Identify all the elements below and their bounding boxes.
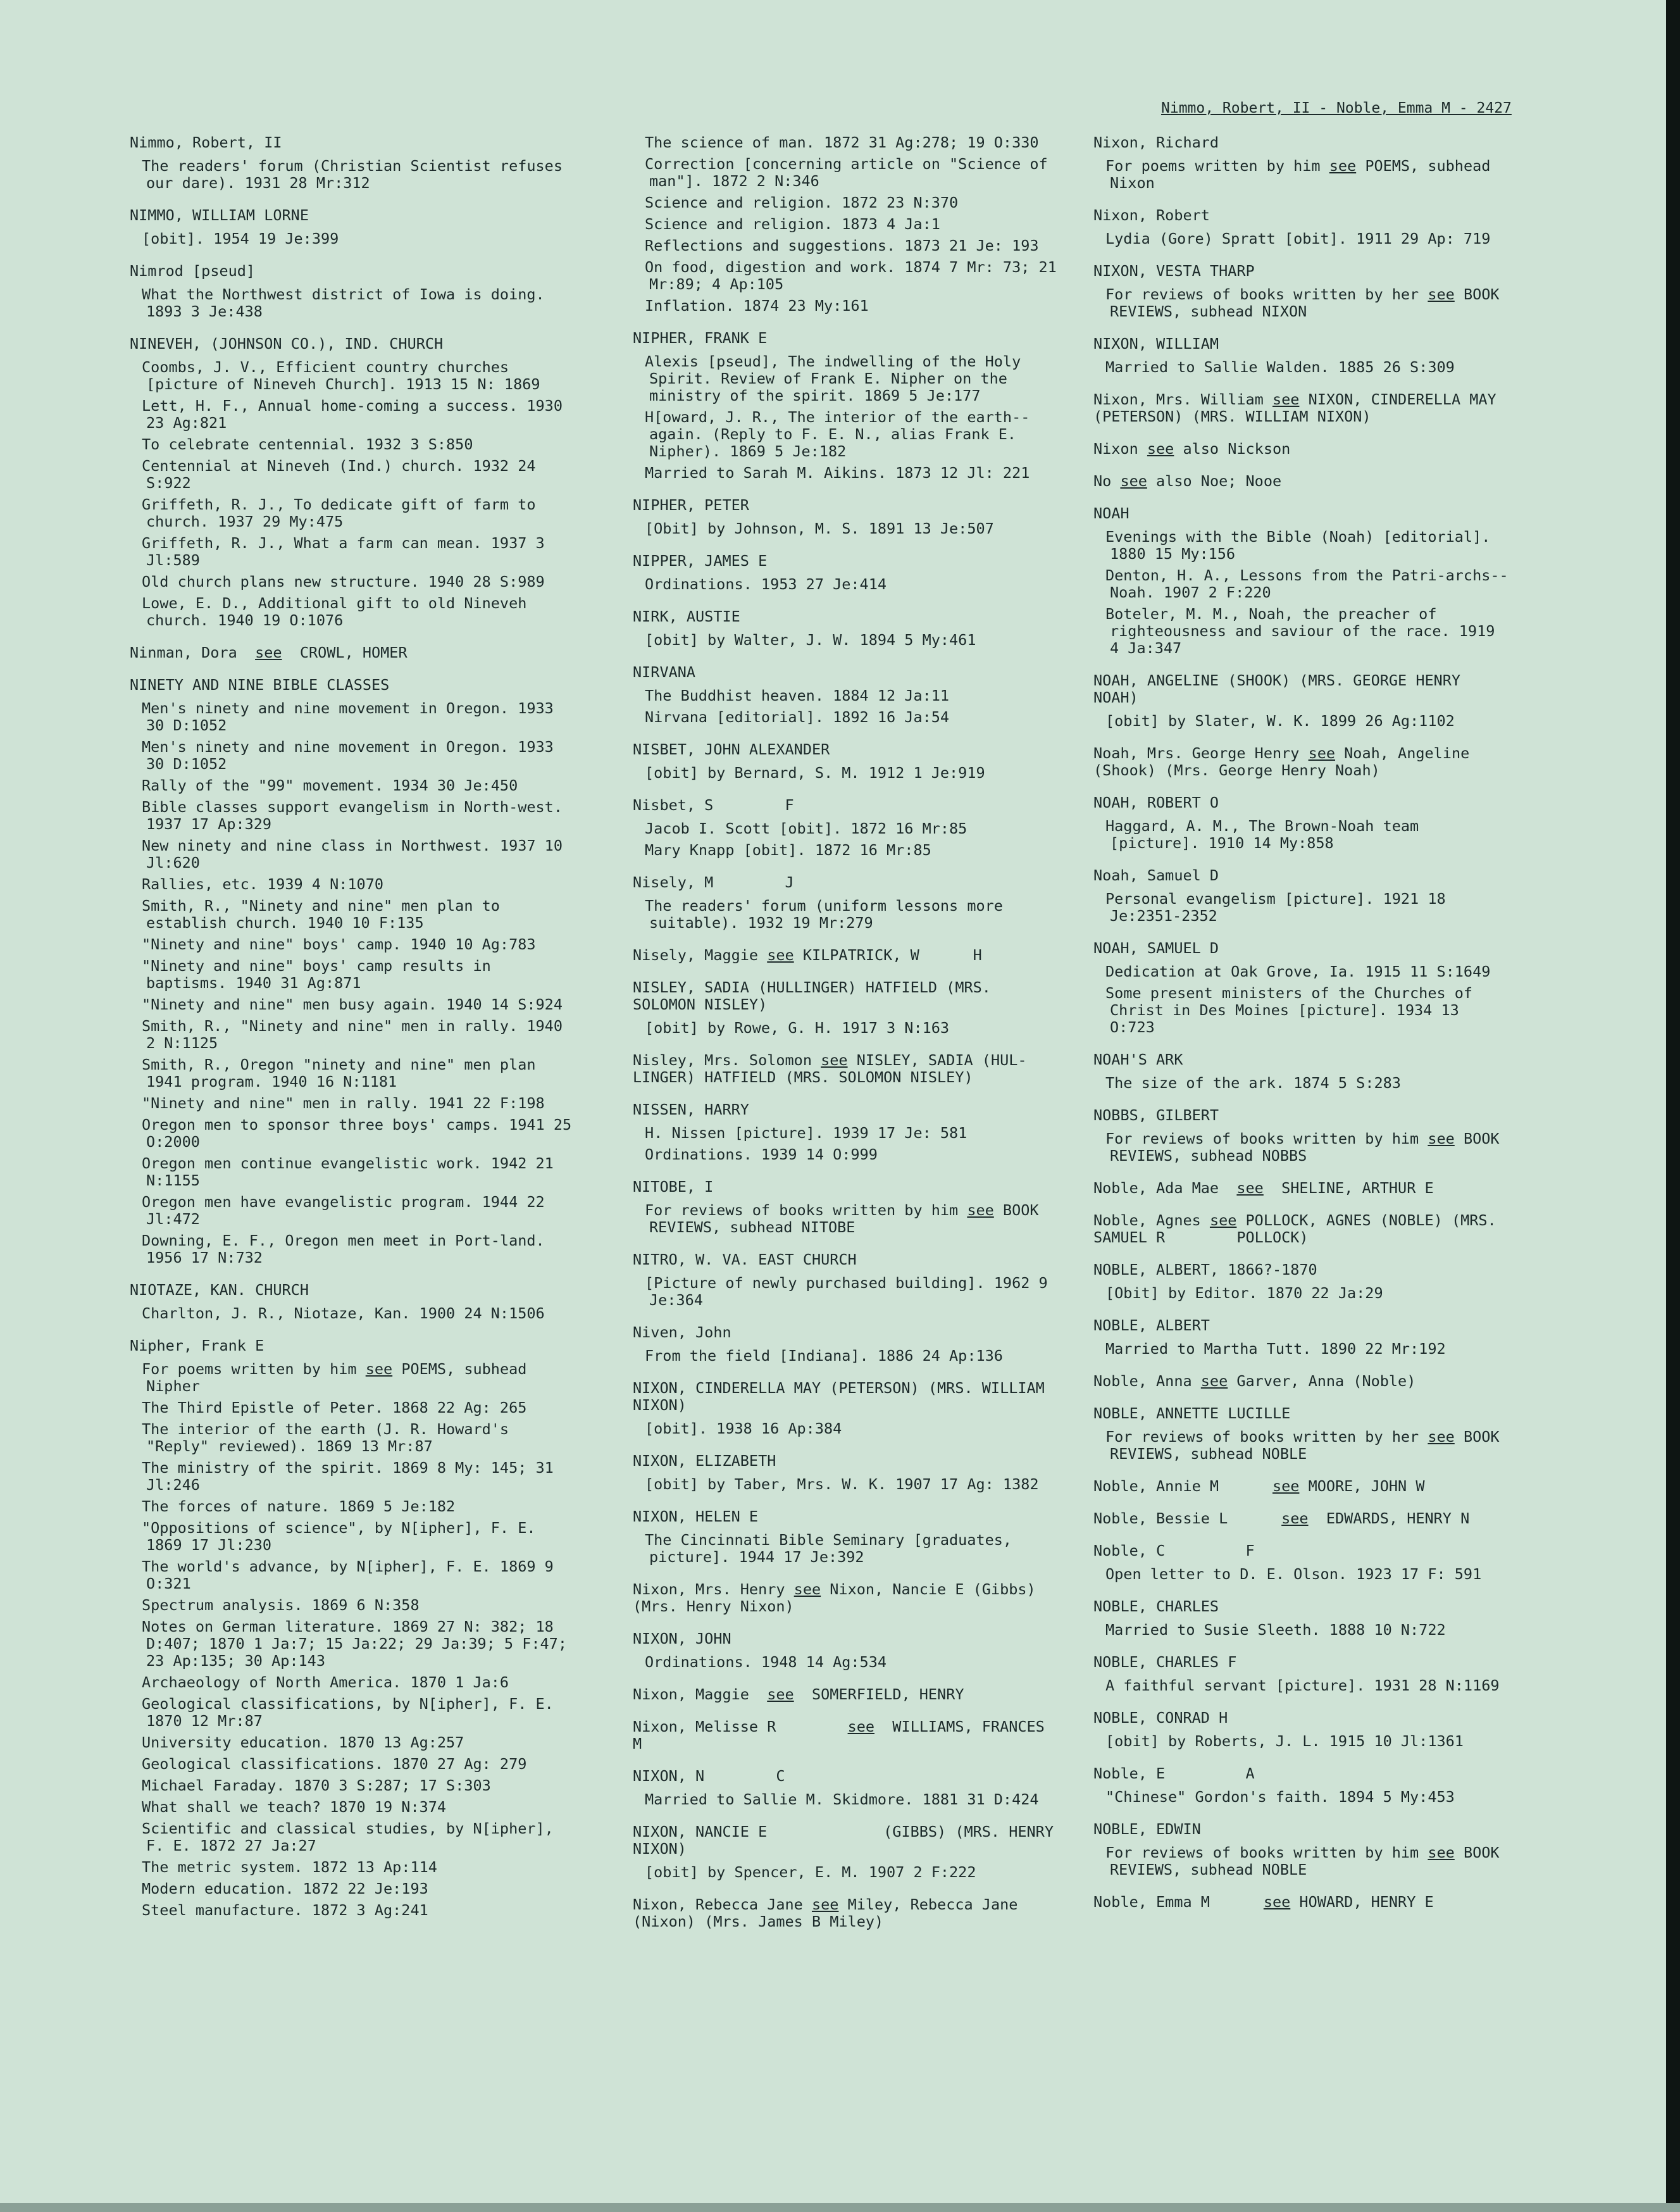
entry-heading: NIPHER, FRANK E: [633, 329, 768, 347]
entry-heading: NOBLE, EDWIN: [1093, 1820, 1201, 1838]
see-reference-marker: see: [1428, 1428, 1455, 1446]
entry-heading: Nixon, Richard: [1093, 134, 1219, 151]
entry-citation: Married to Sarah M. Aikins. 1873 12 Jl: 221: [645, 464, 1030, 482]
entry-citation: Modern education. 1872 22 Je:193: [142, 1880, 428, 1897]
see-reference-marker: see: [1329, 157, 1357, 175]
index-entry: [1093, 1598, 1511, 1639]
entry-heading: Noble, Emma M see HOWARD, HENRY E: [1093, 1893, 1434, 1911]
entry-citation: The Buddhist heaven. 1884 12 Ja:11: [645, 687, 950, 704]
entry-heading: NOBLE, ANNETTE LUCILLE: [1093, 1404, 1291, 1422]
entry-heading: NIXON, N C: [633, 1767, 785, 1785]
entry-citation: "Ninety and nine" men in rally. 1941 22 F:198: [142, 1094, 545, 1112]
running-head: Nimmo, Robert, II - Noble, Emma M - 2427: [1161, 100, 1512, 116]
index-entry: [1093, 794, 1511, 852]
see-reference-marker: see: [1263, 1893, 1291, 1911]
entry-citation: New ninety and nine class in Northwest. 1937 10 Jl:620: [142, 837, 572, 872]
index-entry: [633, 947, 1057, 964]
see-reference-marker: see: [255, 644, 282, 661]
entry-citation: "Ninety and nine" boys' camp results in baptisms. 1940 31 Ag:871: [142, 957, 500, 992]
entry-citation: Nirvana [editorial]. 1892 16 Ja:54: [645, 708, 950, 726]
see-reference-marker: see: [811, 1896, 839, 1913]
index-entry: [1093, 134, 1511, 192]
see-reference-marker: see: [821, 1051, 848, 1069]
entry-citation: Personal evangelism [picture]. 1921 18 Je:2351-2352: [1105, 890, 1455, 925]
index-entry: [633, 1101, 1057, 1163]
entry-citation: [obit] by Spencer, E. M. 1907 2 F:222: [645, 1863, 976, 1881]
index-entry: [1093, 940, 1511, 1036]
index-entry: [130, 134, 573, 192]
see-reference-marker: see: [1272, 391, 1300, 408]
index-entry: [130, 335, 573, 629]
see-reference-marker: see: [767, 946, 794, 964]
index-entry: [1093, 1261, 1511, 1302]
entry-heading: NIRVANA: [633, 663, 696, 681]
index-entry: [633, 134, 1066, 315]
entry-citation: The size of the ark. 1874 5 S:283: [1105, 1074, 1401, 1092]
entry-heading: NITRO, W. VA. EAST CHURCH: [633, 1251, 857, 1268]
see-reference-marker: see: [1200, 1372, 1228, 1390]
index-entry: [130, 1282, 573, 1322]
entry-citation: "Oppositions of science", by N[ipher], F. E. 1869 17 Jl:230: [142, 1519, 545, 1554]
entry-heading: NIRK, AUSTIE: [633, 608, 740, 625]
entry-citation: Married to Susie Sleeth. 1888 10 N:722: [1105, 1621, 1446, 1639]
see-reference-marker: see: [1428, 1130, 1455, 1147]
index-entry: [1093, 505, 1511, 657]
entry-citation: Bible classes support evangelism in North-west. 1937 17 Ap:329: [142, 798, 572, 833]
entry-citation: "Ninety and nine" men busy again. 1940 14 S:924: [142, 996, 563, 1013]
entry-citation: For reviews of books written by her see BOOK REVIEWS, subhead NOBLE: [1105, 1428, 1509, 1463]
entry-heading: Niven, John: [633, 1323, 731, 1341]
entry-heading: Nixon, Melisse R see WILLIAMS, FRANCES M: [633, 1718, 1054, 1753]
entry-citation: Lydia (Gore) Spratt [obit]. 1911 29 Ap: 719: [1105, 230, 1491, 247]
index-column-1: [130, 134, 581, 1934]
see-reference-marker: see: [1428, 1844, 1455, 1861]
entry-citation: To celebrate centennial. 1932 3 S:850: [142, 435, 473, 453]
entry-heading: Nixon, Robert: [1093, 206, 1210, 224]
index-entry: [633, 664, 1057, 726]
page-edge: [1666, 0, 1680, 2212]
index-entry: [130, 676, 581, 1266]
index-entry: [633, 553, 1057, 593]
index-entry: [633, 1380, 1057, 1437]
entry-citation: The metric system. 1872 13 Ap:114: [142, 1858, 437, 1876]
entry-citation: Griffeth, R. J., What a farm can mean. 1937 3 Jl:589: [142, 534, 554, 569]
entry-citation: [obit] by Rowe, G. H. 1917 3 N:163: [645, 1019, 950, 1037]
entry-citation: Steel manufacture. 1872 3 Ag:241: [142, 1901, 428, 1919]
see-reference-marker: see: [1209, 1211, 1237, 1229]
entry-heading: Noble, Bessie L see EDWARDS, HENRY N: [1093, 1509, 1470, 1527]
index-entry: [633, 1581, 1057, 1615]
entry-citation: Men's ninety and nine movement in Oregon. 1933 30 D:1052: [142, 699, 563, 734]
index-entry: [633, 1630, 1057, 1671]
entry-heading: NISBET, JOHN ALEXANDER: [633, 740, 830, 758]
entry-citation: Ordinations. 1948 14 Ag:534: [645, 1653, 887, 1671]
entry-heading: NOBLE, CONRAD H: [1093, 1709, 1228, 1727]
entry-citation: [obit] by Walter, J. W. 1894 5 My:461: [645, 631, 976, 649]
see-reference-marker: see: [1428, 285, 1455, 303]
entry-citation: From the field [Indiana]. 1886 24 Ap:136: [645, 1347, 1003, 1365]
entry-heading: Nisley, Mrs. Solomon see NISLEY, SADIA (HUL-LINGER) HATFIELD (MRS. SOLOMON NISLEY): [633, 1051, 1027, 1086]
entry-heading: NITOBE, I: [633, 1178, 714, 1196]
entry-citation: For reviews of books written by him see BOOK REVIEWS, subhead NOBBS: [1105, 1130, 1509, 1165]
entry-citation: Scientific and classical studies, by N[ipher], F. E. 1872 27 Ja:27: [142, 1820, 563, 1854]
entry-citation: The ministry of the spirit. 1869 8 My: 145; 31 Jl:246: [142, 1459, 563, 1494]
entry-heading: Nisely, M J: [633, 873, 794, 891]
index-entry: [633, 330, 1057, 482]
index-entry: [633, 741, 1057, 782]
entry-heading: NIXON, WILLIAM: [1093, 335, 1219, 353]
entry-heading: Noble, Agnes see POLLOCK, AGNES (NOBLE) (MRS. SAMUEL R POLLOCK): [1093, 1211, 1505, 1246]
entry-citation: The readers' forum (uniform lessons more suitable). 1932 19 Mr:279: [645, 897, 1012, 932]
see-reference-marker: see: [365, 1360, 393, 1378]
index-entry: [633, 979, 1057, 1037]
entry-heading: Nixon, Mrs. William see NIXON, CINDERELLA MAY (PETERSON) (MRS. WILLIAM NIXON): [1093, 391, 1505, 425]
index-entry: [633, 1178, 1057, 1236]
entry-citation: H. Nissen [picture]. 1939 17 Je: 581: [645, 1124, 968, 1142]
entry-heading: NOAH, ROBERT O: [1093, 794, 1219, 811]
index-entry: [1093, 1317, 1511, 1358]
entry-citation: Spectrum analysis. 1869 6 N:358: [142, 1596, 420, 1614]
entry-citation: The Cincinnati Bible Seminary [graduates, picture]. 1944 17 Je:392: [645, 1531, 1021, 1566]
entry-citation: [obit] by Roberts, J. L. 1915 10 Jl:1361: [1105, 1732, 1464, 1750]
entry-citation: [obit]. 1938 16 Ap:384: [645, 1420, 842, 1437]
entry-citation: [obit] by Bernard, S. M. 1912 1 Je:919: [645, 764, 985, 782]
entry-citation: Centennial at Nineveh (Ind.) church. 1932 24 S:922: [142, 457, 545, 492]
index-entry: [1093, 207, 1511, 247]
entry-citation: Mary Knapp [obit]. 1872 16 Mr:85: [645, 841, 931, 859]
entry-heading: Noble, Annie M see MOORE, JOHN W: [1093, 1477, 1425, 1495]
entry-citation: Geological classifications. 1870 27 Ag: 279: [142, 1755, 527, 1773]
index-entry: [1093, 1654, 1511, 1694]
entry-citation: For reviews of books written by him see BOOK REVIEWS, subhead NOBLE: [1105, 1844, 1509, 1878]
index-column-2: [633, 134, 1066, 1946]
entry-citation: Notes on German literature. 1869 27 N: 382; 18 D:407; 1870 1 Ja:7; 15 Ja:22; 29 Ja:39; 5 F:47; 23 Ap:135; 30 Ap:143: [142, 1618, 576, 1670]
entry-citation: On food, digestion and work. 1874 7 Mr: 73; 21 Mr:89; 4 Ap:105: [645, 258, 1066, 293]
entry-citation: Smith, R., "Ninety and nine" men plan to establish church. 1940 10 F:135: [142, 897, 509, 932]
index-entry: [1093, 1542, 1511, 1583]
index-entry: [1093, 1180, 1511, 1197]
entry-citation: "Chinese" Gordon's faith. 1894 5 My:453: [1105, 1788, 1455, 1806]
entry-heading: NOBBS, GILBERT: [1093, 1106, 1219, 1124]
entry-citation: Haggard, A. M., The Brown-Noah team [picture]. 1910 14 My:858: [1105, 817, 1428, 852]
entry-citation: The forces of nature. 1869 5 Je:182: [142, 1497, 456, 1515]
see-reference-marker: see: [967, 1201, 994, 1219]
entry-citation: The science of man. 1872 31 Ag:278; 19 O:330: [645, 134, 1039, 151]
entry-citation: Married to Martha Tutt. 1890 22 Mr:192: [1105, 1340, 1446, 1358]
index-entry: [1093, 867, 1511, 925]
entry-citation: Downing, E. F., Oregon men meet in Port-land. 1956 17 N:732: [142, 1232, 554, 1266]
index-entry: [633, 1251, 1057, 1309]
index-entry: [1093, 1051, 1511, 1092]
entry-citation: What shall we teach? 1870 19 N:374: [142, 1798, 447, 1816]
entry-citation: Inflation. 1874 23 My:161: [645, 297, 869, 315]
entry-citation: Lowe, E. D., Additional gift to old Nineveh church. 1940 19 O:1076: [142, 594, 536, 629]
index-entry: [1093, 441, 1511, 458]
bottom-edge: [0, 2203, 1680, 2212]
entry-citation: Oregon men continue evangelistic work. 1942 21 N:1155: [142, 1154, 563, 1189]
index-entry: [633, 1453, 1057, 1493]
index-entry: [633, 1823, 1063, 1881]
entry-citation: [obit]. 1954 19 Je:399: [142, 230, 339, 247]
index-entry: [633, 1052, 1057, 1086]
entry-citation: H[oward, J. R., The interior of the earth--again. (Reply to F. E. N., alias Frank E. Nipher). 1869 5 Je:182: [645, 408, 1030, 460]
entry-citation: Boteler, M. M., Noah, the preacher of righteousness and saviour of the race. 1919 4 Ja:347: [1105, 605, 1504, 657]
entry-citation: [obit] by Taber, Mrs. W. K. 1907 17 Ag: 1382: [645, 1475, 1039, 1493]
entry-heading: NIOTAZE, KAN. CHURCH: [130, 1281, 309, 1299]
index-entry: [633, 1718, 1057, 1753]
entry-citation: Dedication at Oak Grove, Ia. 1915 11 S:1649: [1105, 963, 1491, 980]
entry-heading: NOAH'S ARK: [1093, 1051, 1183, 1068]
entry-heading: Ninman, Dora see CROWL, HOMER: [130, 644, 408, 661]
index-entry: [1093, 1107, 1511, 1165]
index-column-3: [1093, 134, 1511, 1926]
index-entry: [1093, 335, 1511, 376]
entry-heading: Nixon, Rebecca Jane see Miley, Rebecca Jane (Nixon) (Mrs. James B Miley): [633, 1896, 1027, 1930]
index-entry: [633, 1896, 1057, 1930]
entry-citation: [Picture of newly purchased building]. 1962 9 Je:364: [645, 1274, 1057, 1309]
entry-heading: NIPHER, PETER: [633, 496, 749, 514]
entry-heading: NISSEN, HARRY: [633, 1101, 749, 1118]
entry-citation: Rallies, etc. 1939 4 N:1070: [142, 875, 384, 893]
index-entry: [1093, 745, 1511, 779]
index-entry: [1093, 1405, 1511, 1463]
entry-citation: Smith, R., "Ninety and nine" men in rally. 1940 2 N:1125: [142, 1017, 572, 1052]
entry-citation: Married to Sallie Walden. 1885 26 S:309: [1105, 358, 1455, 376]
entry-citation: Married to Sallie M. Skidmore. 1881 31 D:424: [645, 1790, 1039, 1808]
entry-citation: Jacob I. Scott [obit]. 1872 16 Mr:85: [645, 820, 968, 837]
entry-heading: NOAH, ANGELINE (SHOOK) (MRS. GEORGE HENRY NOAH): [1093, 672, 1470, 706]
entry-heading: Nixon, Maggie see SOMERFIELD, HENRY: [633, 1685, 964, 1703]
index-entry: [633, 1686, 1057, 1703]
entry-citation: Ordinations. 1939 14 O:999: [645, 1146, 878, 1163]
entry-citation: The world's advance, by N[ipher], F. E. 1869 9 O:321: [142, 1558, 563, 1592]
entry-heading: NOBLE, CHARLES F: [1093, 1653, 1237, 1671]
entry-heading: Noble, C F: [1093, 1542, 1255, 1559]
entry-heading: NIXON, VESTA THARP: [1093, 262, 1255, 280]
entry-citation: Archaeology of North America. 1870 1 Ja:6: [142, 1673, 509, 1691]
entry-citation: A faithful servant [picture]. 1931 28 N:1169: [1105, 1677, 1500, 1694]
index-entry: [633, 497, 1057, 537]
entry-heading: Nimmo, Robert, II: [130, 134, 282, 151]
entry-heading: NIXON, CINDERELLA MAY (PETERSON) (MRS. WILLIAM NIXON): [633, 1379, 1054, 1414]
entry-citation: Oregon men have evangelistic program. 1944 22 Jl:472: [142, 1193, 554, 1228]
entry-citation: Old church plans new structure. 1940 28 S:989: [142, 573, 545, 590]
entry-citation: Evenings with the Bible (Noah) [editorial]. 1880 15 My:156: [1105, 528, 1500, 563]
see-reference-marker: see: [1272, 1477, 1300, 1495]
index-entry: [130, 1337, 576, 1919]
entry-citation: Ordinations. 1953 27 Je:414: [645, 575, 887, 593]
entry-citation: Denton, H. A., Lessons from the Patri-archs--Noah. 1907 2 F:220: [1105, 566, 1509, 601]
entry-heading: NOBLE, CHARLES: [1093, 1597, 1219, 1615]
entry-heading: Nixon see also Nickson: [1093, 440, 1291, 458]
entry-heading: Nimrod [pseud]: [130, 262, 256, 280]
index-entry: [633, 1508, 1057, 1566]
entry-heading: NOBLE, ALBERT, 1866?-1870: [1093, 1261, 1317, 1278]
index-entry: [1093, 1709, 1511, 1750]
entry-citation: Griffeth, R. J., To dedicate gift of farm to church. 1937 29 My:475: [142, 496, 545, 530]
entry-heading: Noah, Samuel D: [1093, 866, 1219, 884]
index-entry: [1093, 1765, 1511, 1806]
index-entry: [1093, 1510, 1511, 1527]
entry-citation: Men's ninety and nine movement in Oregon. 1933 30 D:1052: [142, 738, 563, 773]
entry-citation: Science and religion. 1872 23 N:370: [645, 194, 959, 211]
index-entry: [1093, 1478, 1511, 1495]
entry-heading: Nisely, Maggie see KILPATRICK, W H: [633, 946, 982, 964]
see-reference-marker: see: [1120, 472, 1147, 490]
see-reference-marker: see: [1236, 1179, 1264, 1197]
index-entry: [1093, 473, 1511, 490]
entry-citation: For poems written by him see POEMS, subhead Nipher: [142, 1360, 536, 1395]
entry-heading: Nixon, Mrs. Henry see Nixon, Nancie E (Gibbs) (Mrs. Henry Nixon): [633, 1580, 1045, 1615]
see-reference-marker: see: [847, 1718, 875, 1735]
entry-heading: NOAH: [1093, 504, 1129, 522]
entry-citation: Some present ministers of the Churches of Christ in Des Moines [picture]. 1934 13 O:723: [1105, 984, 1482, 1036]
entry-citation: [Obit] by Johnson, M. S. 1891 13 Je:507: [645, 520, 994, 537]
entry-citation: For reviews of books written by her see BOOK REVIEWS, subhead NIXON: [1105, 285, 1509, 320]
entry-heading: Noble, Anna see Garver, Anna (Noble): [1093, 1372, 1416, 1390]
entry-heading: NIPPER, JAMES E: [633, 552, 768, 570]
entry-heading: NISLEY, SADIA (HULLINGER) HATFIELD (MRS. SOLOMON NISLEY): [633, 978, 1000, 1013]
entry-citation: Coombs, J. V., Efficient country churches [picture of Nineveh Church]. 1913 15 N: 1869: [142, 358, 540, 393]
entry-heading: Noble, Ada Mae see SHELINE, ARTHUR E: [1093, 1179, 1434, 1197]
entry-heading: No see also Noe; Nooe: [1093, 472, 1282, 490]
entry-heading: NINETY AND NINE BIBLE CLASSES: [130, 676, 390, 694]
see-reference-marker: see: [1147, 440, 1174, 458]
index-entry: [1093, 1821, 1511, 1878]
entry-citation: For reviews of books written by him see BOOK REVIEWS, subhead NITOBE: [645, 1201, 1048, 1236]
entry-heading: NIXON, JOHN: [633, 1630, 731, 1647]
index-entry: [633, 1324, 1057, 1365]
entry-citation: For poems written by him see POEMS, subhead Nixon: [1105, 157, 1500, 192]
index-entry: [633, 608, 1057, 649]
entry-citation: Science and religion. 1873 4 Ja:1: [645, 215, 940, 233]
entry-citation: Open letter to D. E. Olson. 1923 17 F: 591: [1105, 1565, 1482, 1583]
index-entry: [633, 874, 1057, 932]
entry-heading: Noah, Mrs. George Henry see Noah, Angeline (Shook) (Mrs. George Henry Noah): [1093, 744, 1479, 779]
entry-citation: [Obit] by Editor. 1870 22 Ja:29: [1105, 1284, 1383, 1302]
see-reference-marker: see: [793, 1580, 821, 1598]
entry-heading: Noble, E A: [1093, 1765, 1255, 1782]
see-reference-marker: see: [1281, 1509, 1309, 1527]
entry-heading: NIMMO, WILLIAM LORNE: [130, 206, 309, 224]
entry-heading: Nipher, Frank E: [130, 1337, 264, 1354]
entry-heading: NOAH, SAMUEL D: [1093, 939, 1219, 957]
entry-citation: University education. 1870 13 Ag:257: [142, 1734, 464, 1751]
entry-citation: "Ninety and nine" boys' camp. 1940 10 Ag:783: [142, 935, 536, 953]
entry-citation: Oregon men to sponsor three boys' camps. 1941 25 O:2000: [142, 1116, 581, 1151]
index-entry: [633, 1768, 1057, 1808]
entry-citation: Correction [concerning article on "Science of man"]. 1872 2 N:346: [645, 155, 1057, 190]
entry-citation: Geological classifications, by N[ipher], F. E. 1870 12 Mr:87: [142, 1695, 563, 1730]
entry-citation: The interior of the earth (J. R. Howard's "Reply" reviewed). 1869 13 Mr:87: [142, 1420, 518, 1455]
entry-heading: Nisbet, S F: [633, 796, 794, 814]
entry-heading: NIXON, ELIZABETH: [633, 1452, 776, 1470]
entry-citation: Lett, H. F., Annual home-coming a success. 1930 23 Ag:821: [142, 397, 572, 432]
index-entry: [130, 207, 573, 247]
index-entry: [1093, 1212, 1511, 1246]
index-entry: [1093, 1894, 1511, 1911]
entry-citation: Rally of the "99" movement. 1934 30 Je:450: [142, 777, 518, 794]
index-entry: [1093, 263, 1511, 320]
entry-heading: NIXON, NANCIE E (GIBBS) (MRS. HENRY NIXON): [633, 1823, 1063, 1858]
entry-citation: Michael Faraday. 1870 3 S:287; 17 S:303: [142, 1777, 491, 1794]
index-entry: [1093, 672, 1511, 730]
entry-citation: Reflections and suggestions. 1873 21 Je: 193: [645, 237, 1039, 254]
entry-citation: Alexis [pseud], The indwelling of the Holy Spirit. Review of Frank E. Nipher on the ministry of the spirit. 1869 5 Je:177: [645, 353, 1030, 404]
index-entry: [1093, 1373, 1511, 1390]
entry-citation: Charlton, J. R., Niotaze, Kan. 1900 24 N:1506: [142, 1304, 545, 1322]
entry-citation: [obit] by Slater, W. K. 1899 26 Ag:1102: [1105, 712, 1455, 730]
index-entry: [633, 797, 1057, 859]
entry-citation: What the Northwest district of Iowa is doing. 1893 3 Je:438: [142, 285, 554, 320]
entry-heading: NIXON, HELEN E: [633, 1508, 759, 1525]
entry-citation: The readers' forum (Christian Scientist refuses our dare). 1931 28 Mr:312: [142, 157, 572, 192]
entry-citation: The Third Epistle of Peter. 1868 22 Ag: 265: [142, 1399, 527, 1416]
index-entry: [130, 263, 573, 320]
index-entry: [130, 644, 573, 661]
entry-heading: NINEVEH, (JOHNSON CO.), IND. CHURCH: [130, 335, 444, 353]
see-reference-marker: see: [767, 1685, 794, 1703]
see-reference-marker: see: [1308, 744, 1336, 762]
index-entry: [1093, 391, 1511, 425]
entry-heading: NOBLE, ALBERT: [1093, 1316, 1210, 1334]
entry-citation: Smith, R., Oregon "ninety and nine" men plan 1941 program. 1940 16 N:1181: [142, 1056, 545, 1090]
